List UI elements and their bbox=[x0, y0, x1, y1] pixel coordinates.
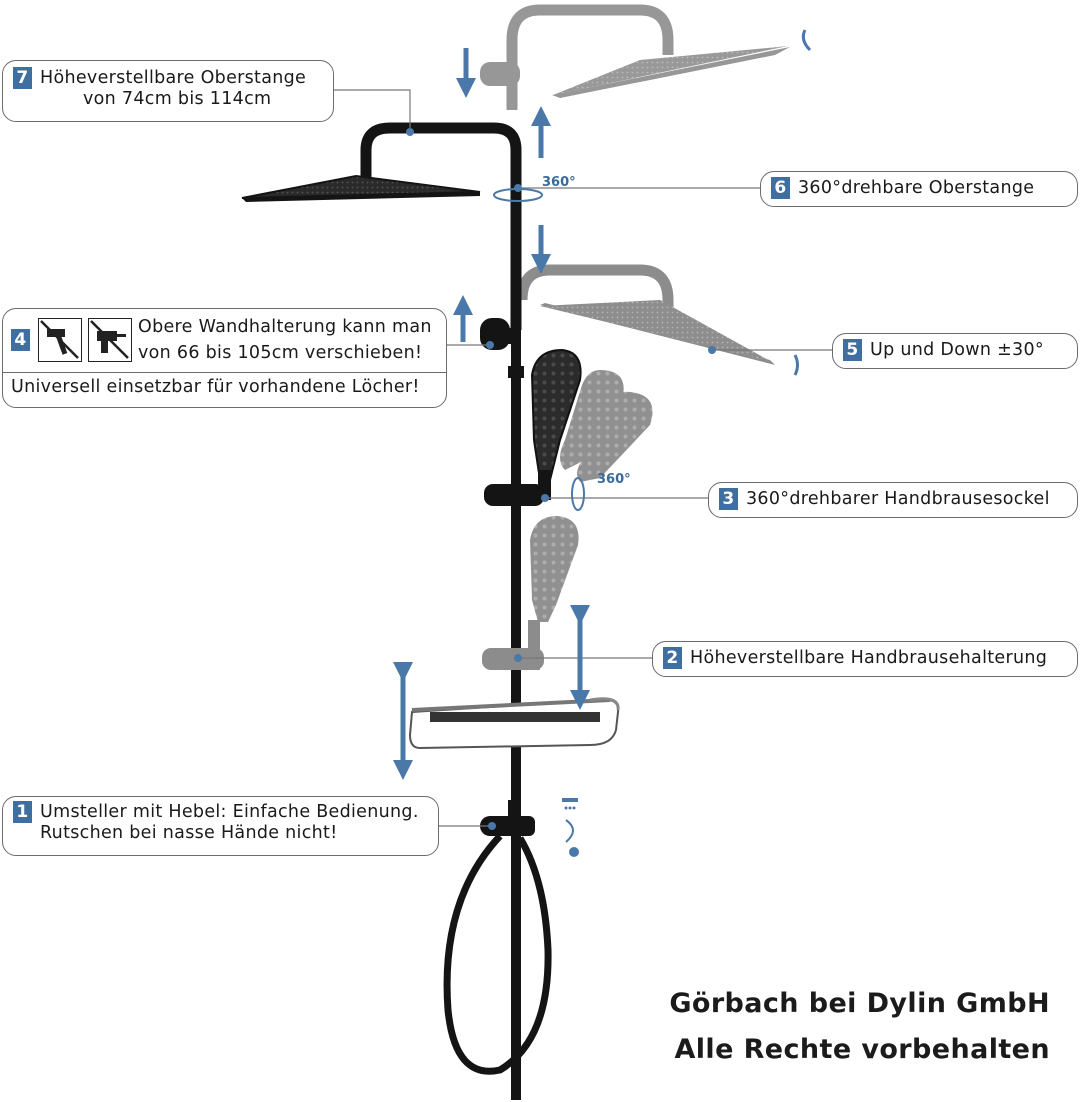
callout-2 bbox=[652, 641, 1078, 677]
shelf bbox=[410, 699, 618, 748]
hand-shower-socket bbox=[484, 484, 544, 506]
callout-text: von 74cm bis 114cm bbox=[83, 89, 272, 109]
copyright-notice: Alle Rechte vorbehalten bbox=[674, 1034, 1050, 1065]
callout-number: 1 bbox=[13, 801, 32, 823]
callout-text: Höheverstellbare Oberstange bbox=[40, 68, 307, 88]
callout-number: 7 bbox=[13, 67, 32, 89]
callout-number: 2 bbox=[663, 647, 682, 669]
callout-text: 360°drehbarer Handbrausesockel bbox=[746, 489, 1050, 509]
callout-text: Universell einsetzbar für vorhandene Löcher! bbox=[3, 372, 446, 397]
callout-number: 6 bbox=[771, 177, 790, 199]
callout-5 bbox=[832, 333, 1078, 369]
no-drill-icon bbox=[88, 318, 132, 362]
callout-7 bbox=[2, 60, 334, 122]
shower-hose bbox=[447, 836, 548, 1071]
callout-text: Up und Down ±30° bbox=[870, 340, 1044, 360]
callout-4 bbox=[2, 308, 447, 408]
callout-1 bbox=[2, 796, 439, 856]
callout-text: Höheverstellbare Handbrausehalterung bbox=[690, 648, 1048, 668]
callout-number: 3 bbox=[719, 488, 738, 510]
rotation-label-top: 360° bbox=[542, 175, 576, 190]
callout-3 bbox=[708, 482, 1078, 518]
diverter-valve bbox=[480, 800, 535, 836]
callout-text: Obere Wandhalterung kann man bbox=[138, 317, 432, 337]
callout-number: 4 bbox=[11, 329, 30, 351]
hand-shower-holder bbox=[482, 648, 544, 670]
callout-number: 5 bbox=[843, 339, 862, 361]
copyright-company: Görbach bei Dylin GmbH bbox=[669, 988, 1050, 1019]
callout-6 bbox=[760, 171, 1078, 207]
spray-mode-icons bbox=[562, 798, 579, 857]
main-shower-arm bbox=[242, 128, 516, 330]
callout-text: Rutschen bei nasse Hände nicht! bbox=[40, 823, 338, 843]
no-hammer-icon bbox=[38, 318, 82, 362]
callout-text: 360°drehbare Oberstange bbox=[798, 178, 1035, 198]
rotation-label-middle: 360° bbox=[597, 472, 631, 487]
callout-text: Umsteller mit Hebel: Einfache Bedienung. bbox=[40, 802, 419, 822]
ghost-upper-shower-arm bbox=[480, 10, 790, 110]
callout-text: von 66 bis 105cm verschieben! bbox=[138, 343, 423, 363]
